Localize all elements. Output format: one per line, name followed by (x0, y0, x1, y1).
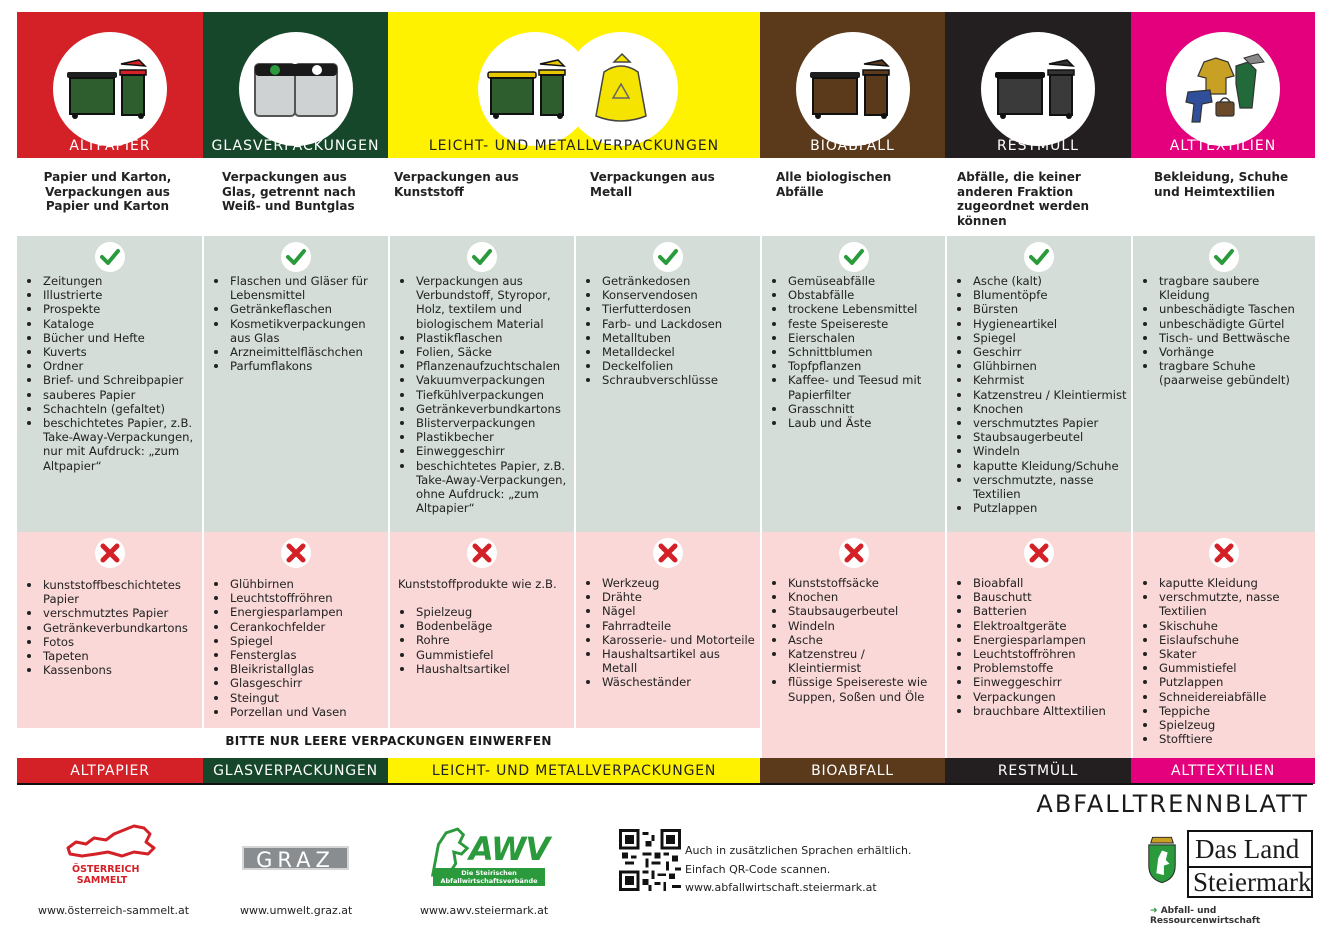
list-item: Schneidereiabfälle (1143, 690, 1311, 704)
footer-textil: ALTTEXTILIEN (1131, 758, 1315, 784)
check-icon (467, 242, 497, 272)
list-item: Eislaufschuhe (1143, 633, 1311, 647)
list-item: Metalldeckel (586, 345, 756, 359)
list-item: Vorhänge (1143, 345, 1311, 359)
list-item: Getränkeverbundkartons (27, 621, 198, 635)
check-icon (95, 242, 125, 272)
header-altpapier (17, 12, 203, 158)
list-item: Getränkeflaschen (214, 302, 384, 316)
allowed-list (772, 274, 941, 430)
list-item: Konservendosen (586, 288, 756, 302)
description-rest: Abfälle, die keiner anderen Fraktion zugeordnet werden können (957, 170, 1090, 228)
list-item: beschichtetes Papier, z.B. Take-Away-Verpackungen, nur mit Aufdruck: „zum Altpapier“ (27, 416, 198, 473)
sheet-title: ABFALLTRENNBLATT (1036, 790, 1309, 818)
list-item: Putzlappen (1143, 675, 1311, 689)
list-item: feste Speisereste (772, 317, 941, 331)
list-item: Bauschutt (957, 590, 1127, 604)
oesterreich-sammelt-logo (62, 822, 162, 892)
list-item: Kataloge (27, 317, 198, 331)
allowed-list (400, 274, 570, 515)
footer-glas: GLASVERPACKUNGEN (203, 758, 388, 784)
list-item: Putzlappen (957, 501, 1127, 515)
forbidden-panel-metall (576, 532, 762, 728)
description-metall: Verpackungen aus Metall (590, 170, 715, 199)
list-item: Fensterglas (214, 648, 384, 662)
list-item: Elektroaltgeräte (957, 619, 1127, 633)
list-item: Schachteln (gefaltet) (27, 402, 198, 416)
cross-icon (1209, 538, 1239, 568)
header-textil (1131, 12, 1315, 158)
list-item: Brief- und Schreibpapier (27, 373, 198, 387)
forbidden-panel-textil (1133, 532, 1315, 758)
list-item: Haushaltsartikel aus Metall (586, 647, 756, 675)
list-item: Drähte (586, 590, 756, 604)
list-item: Steingut (214, 691, 384, 705)
austria-map-icon (62, 822, 162, 862)
header-title: BIOABFALL (810, 138, 895, 154)
list-item: Illustrierte (27, 288, 198, 302)
arrow-right-icon: ➜ (1150, 906, 1161, 916)
list-item: Arzneimittelfläschchen (214, 345, 384, 359)
list-item: Kuverts (27, 345, 198, 359)
forbidden-list (772, 576, 941, 704)
graz-logo: GRAZ (242, 846, 349, 870)
list-item: Deckelfolien (586, 359, 756, 373)
list-item: Vakuumverpackungen (400, 373, 570, 387)
list-item: Glühbirnen (957, 359, 1127, 373)
list-item: Bleikristallglas (214, 662, 384, 676)
forbidden-list (27, 578, 198, 677)
header-bio (760, 12, 945, 158)
list-item: trockene Lebensmittel (772, 302, 941, 316)
land-line-2: Steiermark (1193, 867, 1312, 897)
land-line-1: Das Land (1195, 834, 1300, 864)
list-item: Zeitungen (27, 274, 198, 288)
check-icon (1024, 242, 1054, 272)
clothes-icon (1166, 32, 1280, 146)
list-item: unbeschädigte Gürtel (1143, 317, 1311, 331)
forbidden-list (586, 576, 756, 690)
list-item: Cerankochfelder (214, 620, 384, 634)
allowed-panel-glas (204, 236, 390, 532)
forbidden-intro: Kunststoffprodukte wie z.B. (398, 577, 557, 591)
awv-logo (425, 824, 550, 890)
list-item: Prospekte (27, 302, 198, 316)
list-item: Kaffee- und Teesud mit Papierfilter (772, 373, 941, 401)
forbidden-list (957, 576, 1127, 718)
footer-rest: RESTMÜLL (945, 758, 1131, 784)
allowed-list (586, 274, 756, 388)
qr-info-text (685, 842, 912, 898)
awv-text: AWV (469, 830, 550, 868)
list-item: tragbare Schuhe (paarweise gebündelt) (1143, 359, 1311, 387)
divider (17, 783, 1313, 785)
list-item: Teppiche (1143, 704, 1311, 718)
url-graz[interactable]: www.umwelt.graz.at (240, 904, 353, 917)
header-title: ALTTEXTILIEN (1169, 138, 1277, 154)
description-bio: Alle biologischen Abfälle (776, 170, 892, 199)
allowed-list (214, 274, 384, 373)
footer-altpapier: ALTPAPIER (17, 758, 203, 784)
bins-icon (981, 32, 1095, 146)
list-item: Gummistiefel (1143, 661, 1311, 675)
list-item: Skischuhe (1143, 619, 1311, 633)
list-item: Schnittblumen (772, 345, 941, 359)
list-item: Getränkedosen (586, 274, 756, 288)
header-glas (203, 12, 388, 158)
list-item: Knochen (957, 402, 1127, 416)
list-item: Verpackungen (957, 690, 1127, 704)
check-icon (839, 242, 869, 272)
forbidden-panel-rest (947, 532, 1133, 758)
check-icon (1209, 242, 1239, 272)
list-item: flüssige Speisereste wie Suppen, Soßen und Öle (772, 675, 941, 703)
header-title: RESTMÜLL (997, 138, 1079, 154)
qr-line-2: Einfach QR-Code scannen. (685, 862, 831, 876)
forbidden-list (1143, 576, 1311, 746)
list-item: Wäscheständer (586, 675, 756, 689)
list-item: Windeln (772, 619, 941, 633)
forbidden-panel-kunststoff (390, 532, 576, 728)
list-item: Kassenbons (27, 663, 198, 677)
list-item: Geschirr (957, 345, 1127, 359)
forbidden-panel-bio (762, 532, 947, 758)
list-item: Plastikbecher (400, 430, 570, 444)
check-icon (653, 242, 683, 272)
list-item: Windeln (957, 444, 1127, 458)
list-item: Asche (kalt) (957, 274, 1127, 288)
list-item: Skater (1143, 647, 1311, 661)
notice-empty-packaging: BITTE NUR LEERE VERPACKUNGEN EINWERFEN (17, 730, 760, 754)
oesterreich-sammelt-text: ÖSTERREICH SAMMELT (72, 864, 140, 886)
allowed-list (1143, 274, 1311, 388)
cross-icon (839, 538, 869, 568)
header-rest (945, 12, 1131, 158)
list-item: sauberes Papier (27, 388, 198, 402)
list-item: kaputte Kleidung/Schuhe (957, 459, 1127, 473)
list-item: Farb- und Lackdosen (586, 317, 756, 331)
list-item: Leuchtstoffröhren (214, 591, 384, 605)
cross-icon (467, 538, 497, 568)
list-item: Bücher und Hefte (27, 331, 198, 345)
list-item: Bodenbeläge (400, 619, 570, 633)
list-item: Asche (772, 633, 941, 647)
list-item: Laub und Äste (772, 416, 941, 430)
yellow-bag-icon (564, 32, 678, 146)
url-awv[interactable]: www.awv.steiermark.at (420, 904, 549, 917)
list-item: Katzenstreu / Kleintiermist (772, 647, 941, 675)
list-item: Energiesparlampen (214, 605, 384, 619)
allowed-panel-bio (762, 236, 947, 532)
list-item: verschmutztes Papier (957, 416, 1127, 430)
list-item: Haushaltsartikel (400, 662, 570, 676)
list-item: unbeschädigte Taschen (1143, 302, 1311, 316)
allowed-panel-rest (947, 236, 1133, 532)
allowed-list (957, 274, 1127, 515)
list-item: Parfumflakons (214, 359, 384, 373)
list-item: Batterien (957, 604, 1127, 618)
description-altpapier: Papier und Karton, Verpackungen aus Papier und Karton (43, 170, 172, 213)
allowed-panel-textil (1133, 236, 1315, 532)
land-title-box (1187, 830, 1313, 898)
list-item: Folien, Säcke (400, 345, 570, 359)
list-item: Obstabfälle (772, 288, 941, 302)
list-item: Stofftiere (1143, 732, 1311, 746)
list-item: Hygieneartikel (957, 317, 1127, 331)
list-item: Bürsten (957, 302, 1127, 316)
list-item: Porzellan und Vasen (214, 705, 384, 719)
list-item: Gummistiefel (400, 648, 570, 662)
list-item: Blisterverpackungen (400, 416, 570, 430)
list-item: Energiesparlampen (957, 633, 1127, 647)
cross-icon (281, 538, 311, 568)
cross-icon (1024, 538, 1054, 568)
forbidden-panel-altpapier (17, 532, 204, 728)
list-item: Gemüseabfälle (772, 274, 941, 288)
list-item: tragbare saubere Kleidung (1143, 274, 1311, 302)
list-item: Werkzeug (586, 576, 756, 590)
list-item: Tierfutterdosen (586, 302, 756, 316)
list-item: Kehrmist (957, 373, 1127, 387)
list-item: Ordner (27, 359, 198, 373)
coat-of-arms-icon (1145, 834, 1179, 886)
list-item: Metalltuben (586, 331, 756, 345)
list-item: Knochen (772, 590, 941, 604)
description-kunststoff: Verpackungen aus Kunststoff (394, 170, 519, 199)
list-item: kaputte Kleidung (1143, 576, 1311, 590)
allowed-panel-kunststoff (390, 236, 576, 532)
list-item: kunststoffbeschichtetes Papier (27, 578, 198, 606)
list-item: Verpackungen aus Verbundstoff, Styropor, Holz, textilem und biologischem Material (400, 274, 570, 331)
list-item: Glühbirnen (214, 577, 384, 591)
header-title: GLASVERPACKUNGEN (211, 138, 380, 154)
list-item: Tapeten (27, 649, 198, 663)
list-item: beschichtetes Papier, z.B. Take-Away-Verpackungen, ohne Aufdruck: „zum Altpapier“ (400, 459, 570, 516)
list-item: Rohre (400, 633, 570, 647)
list-item: Kunststoffsäcke (772, 576, 941, 590)
list-item: Topfpflanzen (772, 359, 941, 373)
list-item: Glasgeschirr (214, 676, 384, 690)
allowed-panel-altpapier (17, 236, 204, 532)
list-item: Spielzeug (1143, 718, 1311, 732)
land-subtitle-text: Abfall- und Ressourcenwirtschaft (1150, 906, 1261, 925)
footer-leicht: LEICHT- UND METALLVERPACKUNGEN (388, 758, 760, 784)
qr-code-icon (619, 829, 681, 891)
qr-line-1: Auch in zusätzlichen Sprachen erhältlich. (685, 844, 912, 857)
list-item: Staubsaugerbeutel (957, 430, 1127, 444)
footer-bio: BIOABFALL (760, 758, 945, 784)
list-item: verschmutzte, nasse Textilien (1143, 590, 1311, 618)
forbidden-list (214, 577, 384, 719)
list-item: Bioabfall (957, 576, 1127, 590)
land-steiermark-logo (1145, 830, 1313, 900)
list-item: Leuchtstoffröhren (957, 647, 1127, 661)
list-item: Staubsaugerbeutel (772, 604, 941, 618)
allowed-list (27, 274, 198, 473)
header-leicht (388, 12, 760, 158)
list-item: verschmutzte, nasse Textilien (957, 473, 1127, 501)
list-item: Tiefkühlverpackungen (400, 388, 570, 402)
bins-icon (796, 32, 910, 146)
glass-container-icon (239, 32, 353, 146)
land-subtitle (1150, 906, 1321, 925)
description-glas: Verpackungen aus Glas, getrennt nach Weiß- und Buntglas (222, 170, 356, 213)
list-item: Flaschen und Gläser für Lebensmittel (214, 274, 384, 302)
list-item: Einweggeschirr (957, 675, 1127, 689)
allowed-panel-metall (576, 236, 762, 532)
header-title: ALTPAPIER (69, 138, 151, 154)
cross-icon (95, 538, 125, 568)
list-item: verschmutztes Papier (27, 606, 198, 620)
list-item: Blumentöpfe (957, 288, 1127, 302)
bins-icon (53, 32, 167, 146)
forbidden-panel-glas (204, 532, 390, 728)
list-item: Fotos (27, 635, 198, 649)
list-item: brauchbare Alttextilien (957, 704, 1127, 718)
list-item: Eierschalen (772, 331, 941, 345)
forbidden-list (400, 605, 570, 676)
list-item: Tisch- und Bettwäsche (1143, 331, 1311, 345)
cross-icon (653, 538, 683, 568)
awv-subtitle: Die Steirischen Abfallwirtschaftsverbände (433, 868, 545, 886)
description-textil: Bekleidung, Schuhe und Heimtextilien (1154, 170, 1289, 199)
list-item: Katzenstreu / Kleintiermist (957, 388, 1127, 402)
url-oesterreich-sammelt[interactable]: www.österreich-sammelt.at (38, 904, 190, 917)
list-item: Schraubverschlüsse (586, 373, 756, 387)
list-item: Nägel (586, 604, 756, 618)
check-icon (281, 242, 311, 272)
list-item: Grasschnitt (772, 402, 941, 416)
list-item: Getränkeverbundkartons (400, 402, 570, 416)
list-item: Spiegel (214, 634, 384, 648)
list-item: Pflanzenaufzuchtschalen (400, 359, 570, 373)
list-item: Problemstoffe (957, 661, 1127, 675)
list-item: Einweggeschirr (400, 444, 570, 458)
header-title: LEICHT- UND METALLVERPACKUNGEN (428, 138, 720, 154)
list-item: Plastikflaschen (400, 331, 570, 345)
list-item: Fahrradteile (586, 619, 756, 633)
list-item: Spielzeug (400, 605, 570, 619)
list-item: Kosmetikverpackungen aus Glas (214, 317, 384, 345)
list-item: Karosserie- und Motorteile (586, 633, 756, 647)
qr-line-3[interactable]: www.abfallwirtschaft.steiermark.at (685, 881, 877, 894)
list-item: Spiegel (957, 331, 1127, 345)
